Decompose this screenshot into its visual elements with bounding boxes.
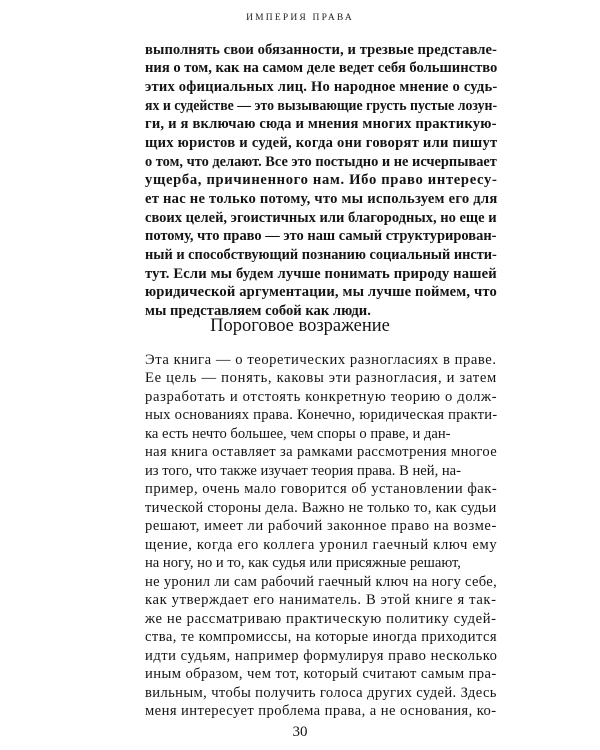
text-line: выполнять свои обязанности, и трезвые представле-: [145, 42, 497, 58]
text-line: ная книга оставляет за рамками рассмотрения многое: [145, 444, 498, 460]
text-line: как утверждает его наниматель. В этой книге я так-: [145, 592, 497, 608]
text-line: ных основаниях права. Конечно, юридическая практи-: [145, 407, 498, 423]
text-line: разработать и отстоять конкретную теорию о долж-: [145, 389, 498, 405]
text-line: ги, и я включаю сюда и мнения многих практикую-: [145, 116, 497, 132]
text-line: щих юристов и судей, когда они говорят или пишут: [145, 135, 498, 151]
text-line: же не рассматриваю практическую политику судей-: [145, 611, 497, 627]
text-line: решают, имеет ли рабочий законное право на возме-: [145, 518, 497, 534]
text-line: ния о том, как на самом деле ведет себя большинство: [145, 60, 498, 76]
text-line: ства, те компромиссы, на которые иногда приходится: [145, 629, 498, 645]
text-line: ка есть нечто большее, чем споры о праве, и дан-: [145, 426, 451, 442]
section-heading: Пороговое возражение: [210, 316, 390, 336]
text-line: вильным, чтобы получить голоса других судей. Здесь: [145, 685, 497, 701]
text-line: пример, очень мало говорится об установлении фак-: [145, 481, 498, 497]
text-line: ущерба, причиненного нам. Ибо право интересу-: [145, 172, 498, 188]
text-line: мы представляем собой как люди.: [145, 303, 371, 319]
text-line: из того, что также изучает теория права. В ней, на-: [145, 463, 462, 479]
text-line: Эта книга — о теоретических разногласиях в праве.: [145, 352, 497, 368]
text-line: тической стороны дела. Важно не только то, как судьи: [145, 500, 497, 516]
text-line: Ее цель — понять, каковы эти разногласия, и затем: [145, 370, 497, 386]
text-line: юридической аргументации, мы лучше поймем, что: [145, 284, 497, 300]
text-line: тут. Если мы будем лучше понимать природу нашей: [145, 266, 497, 282]
text-line: на ногу, но и то, как судья или присяжные решают,: [145, 555, 461, 571]
text-line: потому, что право — это наш самый структурирован-: [145, 228, 497, 244]
text-line: ях и судействе — это вызывающие грусть пустые лозун-: [145, 98, 498, 114]
running-head: ИМПЕРИЯ ПРАВА: [246, 13, 354, 23]
text-line: о том, что делают. Все это постыдно и не исчерпывает: [145, 154, 497, 170]
text-line: ет нас не только потому, что мы используем его для: [145, 191, 498, 207]
text-line: своих целей, эгоистичных или благородных, но еще и: [145, 210, 497, 226]
text-line: щение, когда его коллега уронил гаечный ключ ему: [145, 537, 498, 553]
text-line: ный и способствующий познанию социальный инсти-: [145, 247, 497, 263]
text-line: иным образом, чем тот, который считают самым пра-: [145, 666, 497, 682]
text-line: меня интересует проблема права, а не основания, ко-: [145, 703, 497, 719]
text-line: идти судьям, например формулируя право несколько: [145, 648, 498, 664]
page-number: 30: [292, 724, 308, 740]
text-line: не уронил ли сам рабочий гаечный ключ на ногу себе,: [145, 574, 498, 590]
text-line: этих официальных лиц. Но народное мнение о судь-: [145, 79, 498, 95]
